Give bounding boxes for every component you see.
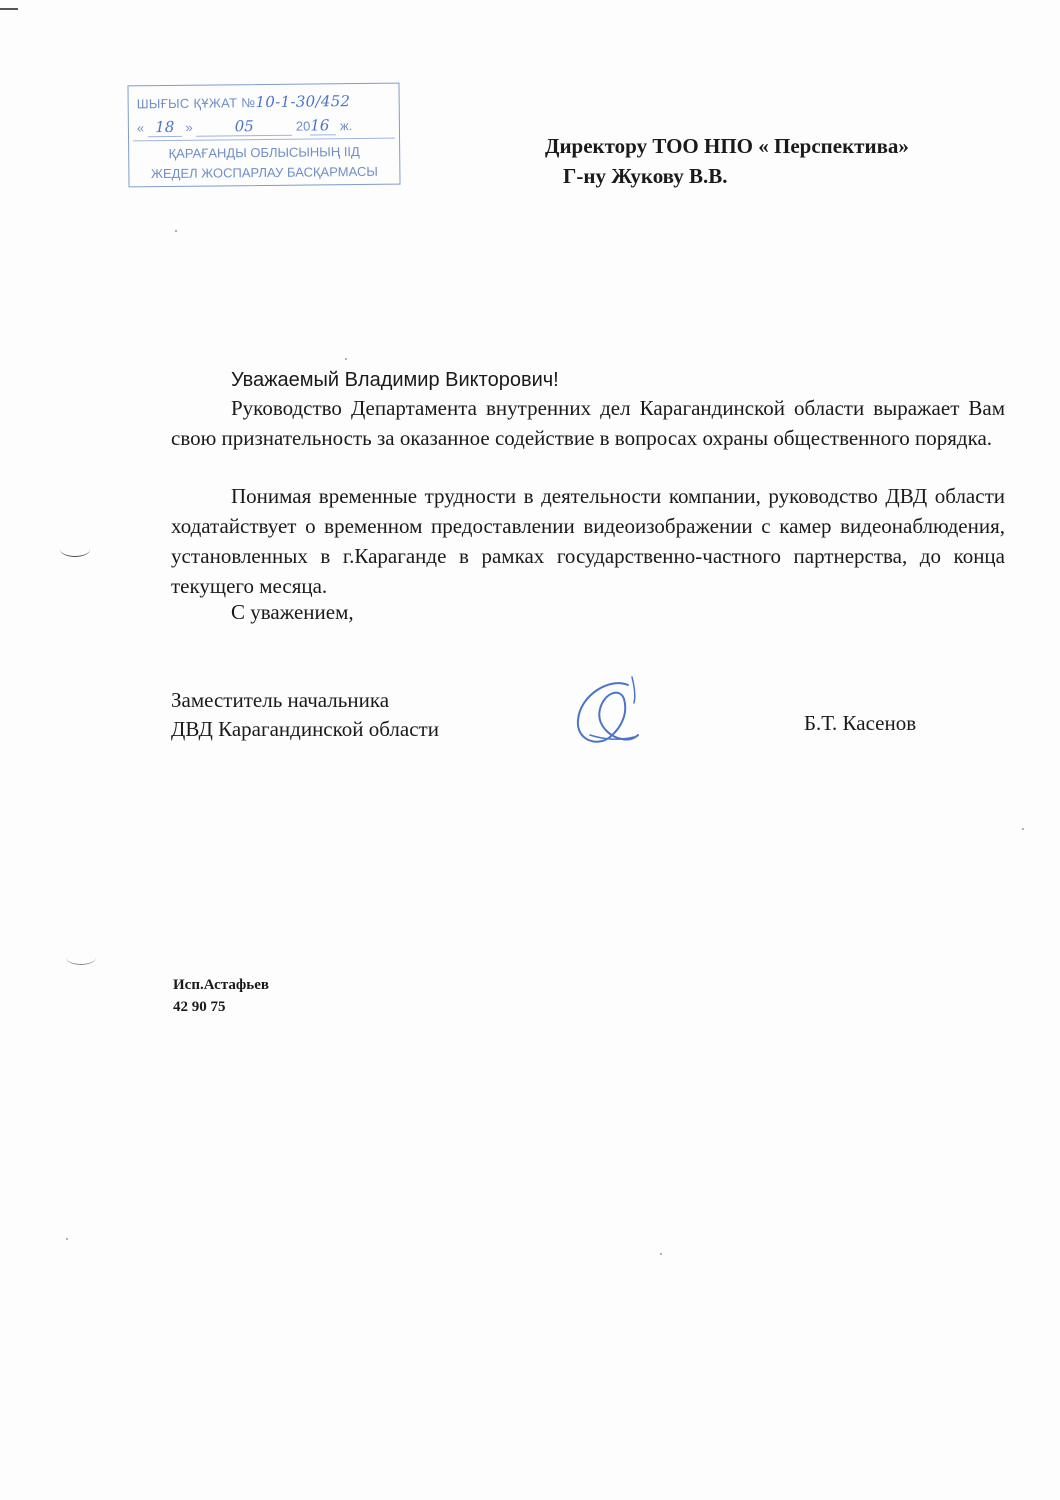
closing-phrase: С уважением, bbox=[231, 600, 354, 624]
stamp-day: 18 bbox=[148, 118, 182, 137]
addressee-line1: Директору ТОО НПО « Перспектива» bbox=[545, 134, 909, 158]
scan-edge-mark bbox=[0, 8, 18, 10]
stamp-outgoing-label: ШЫҒЫС ҚҰЖАТ № bbox=[136, 95, 256, 112]
addressee-line2: Г-ну Жукову В.В. bbox=[563, 164, 728, 188]
scan-speck bbox=[660, 1253, 662, 1255]
stamp-org-line1: ҚАРАҒАНДЫ ОБЛЫСЫНЫҢ ІІД bbox=[168, 143, 360, 161]
addressee-block bbox=[545, 131, 909, 191]
stamp-date-line bbox=[137, 116, 353, 137]
stamp-doc-number: 10-1-30/452 bbox=[255, 92, 351, 112]
body-paragraph-2: Понимая временные трудности в деятельности компании, руководство ДВД области ходатайствует о временном предоставлении видеоизображении с камер видеонаблюдения, установленных в г.Караганде в рамках государственно-частного партнерства, до конца текущего месяца. bbox=[171, 484, 1005, 598]
registration-stamp bbox=[127, 83, 400, 188]
signatory-title bbox=[171, 686, 439, 744]
executor-name: Исп.Астафьев bbox=[173, 977, 269, 993]
stamp-org-line2: ЖЕДЕЛ ЖОСПАРЛАУ БАСҚАРМАСЫ bbox=[150, 163, 378, 182]
stamp-outgoing-line bbox=[137, 92, 351, 112]
signatory-title-line1: Заместитель начальника bbox=[171, 688, 390, 712]
stamp-year-suffix: 16 bbox=[310, 116, 336, 135]
scan-speck bbox=[1022, 828, 1024, 830]
stamp-quote-open: « bbox=[136, 120, 145, 136]
signatory-name: Б.Т. Касенов bbox=[804, 711, 917, 735]
stamp-divider bbox=[133, 138, 395, 142]
handwritten-signature bbox=[570, 675, 650, 755]
stamp-year-prefix: 20 bbox=[295, 118, 311, 134]
stamp-year-unit: ж. bbox=[339, 118, 353, 134]
scan-speck bbox=[175, 230, 177, 232]
punch-hole-mark bbox=[60, 542, 90, 557]
punch-hole-mark bbox=[66, 950, 96, 965]
body-paragraph-1: Руководство Департамента внутренних дел Карагандинской области выражает Вам свою признательность за оказанное содействие в вопросах охраны общественного порядка. bbox=[171, 396, 1005, 450]
salutation: Уважаемый Владимир Викторович! bbox=[231, 369, 559, 391]
stamp-month: 05 bbox=[196, 117, 292, 137]
stamp-quote-close: » bbox=[185, 119, 193, 135]
signatory-title-line2: ДВД Карагандинской области bbox=[171, 717, 439, 741]
executor-block bbox=[173, 974, 269, 1018]
scan-speck bbox=[345, 358, 347, 360]
executor-phone: 42 90 75 bbox=[173, 999, 226, 1015]
scan-speck bbox=[66, 1238, 68, 1240]
